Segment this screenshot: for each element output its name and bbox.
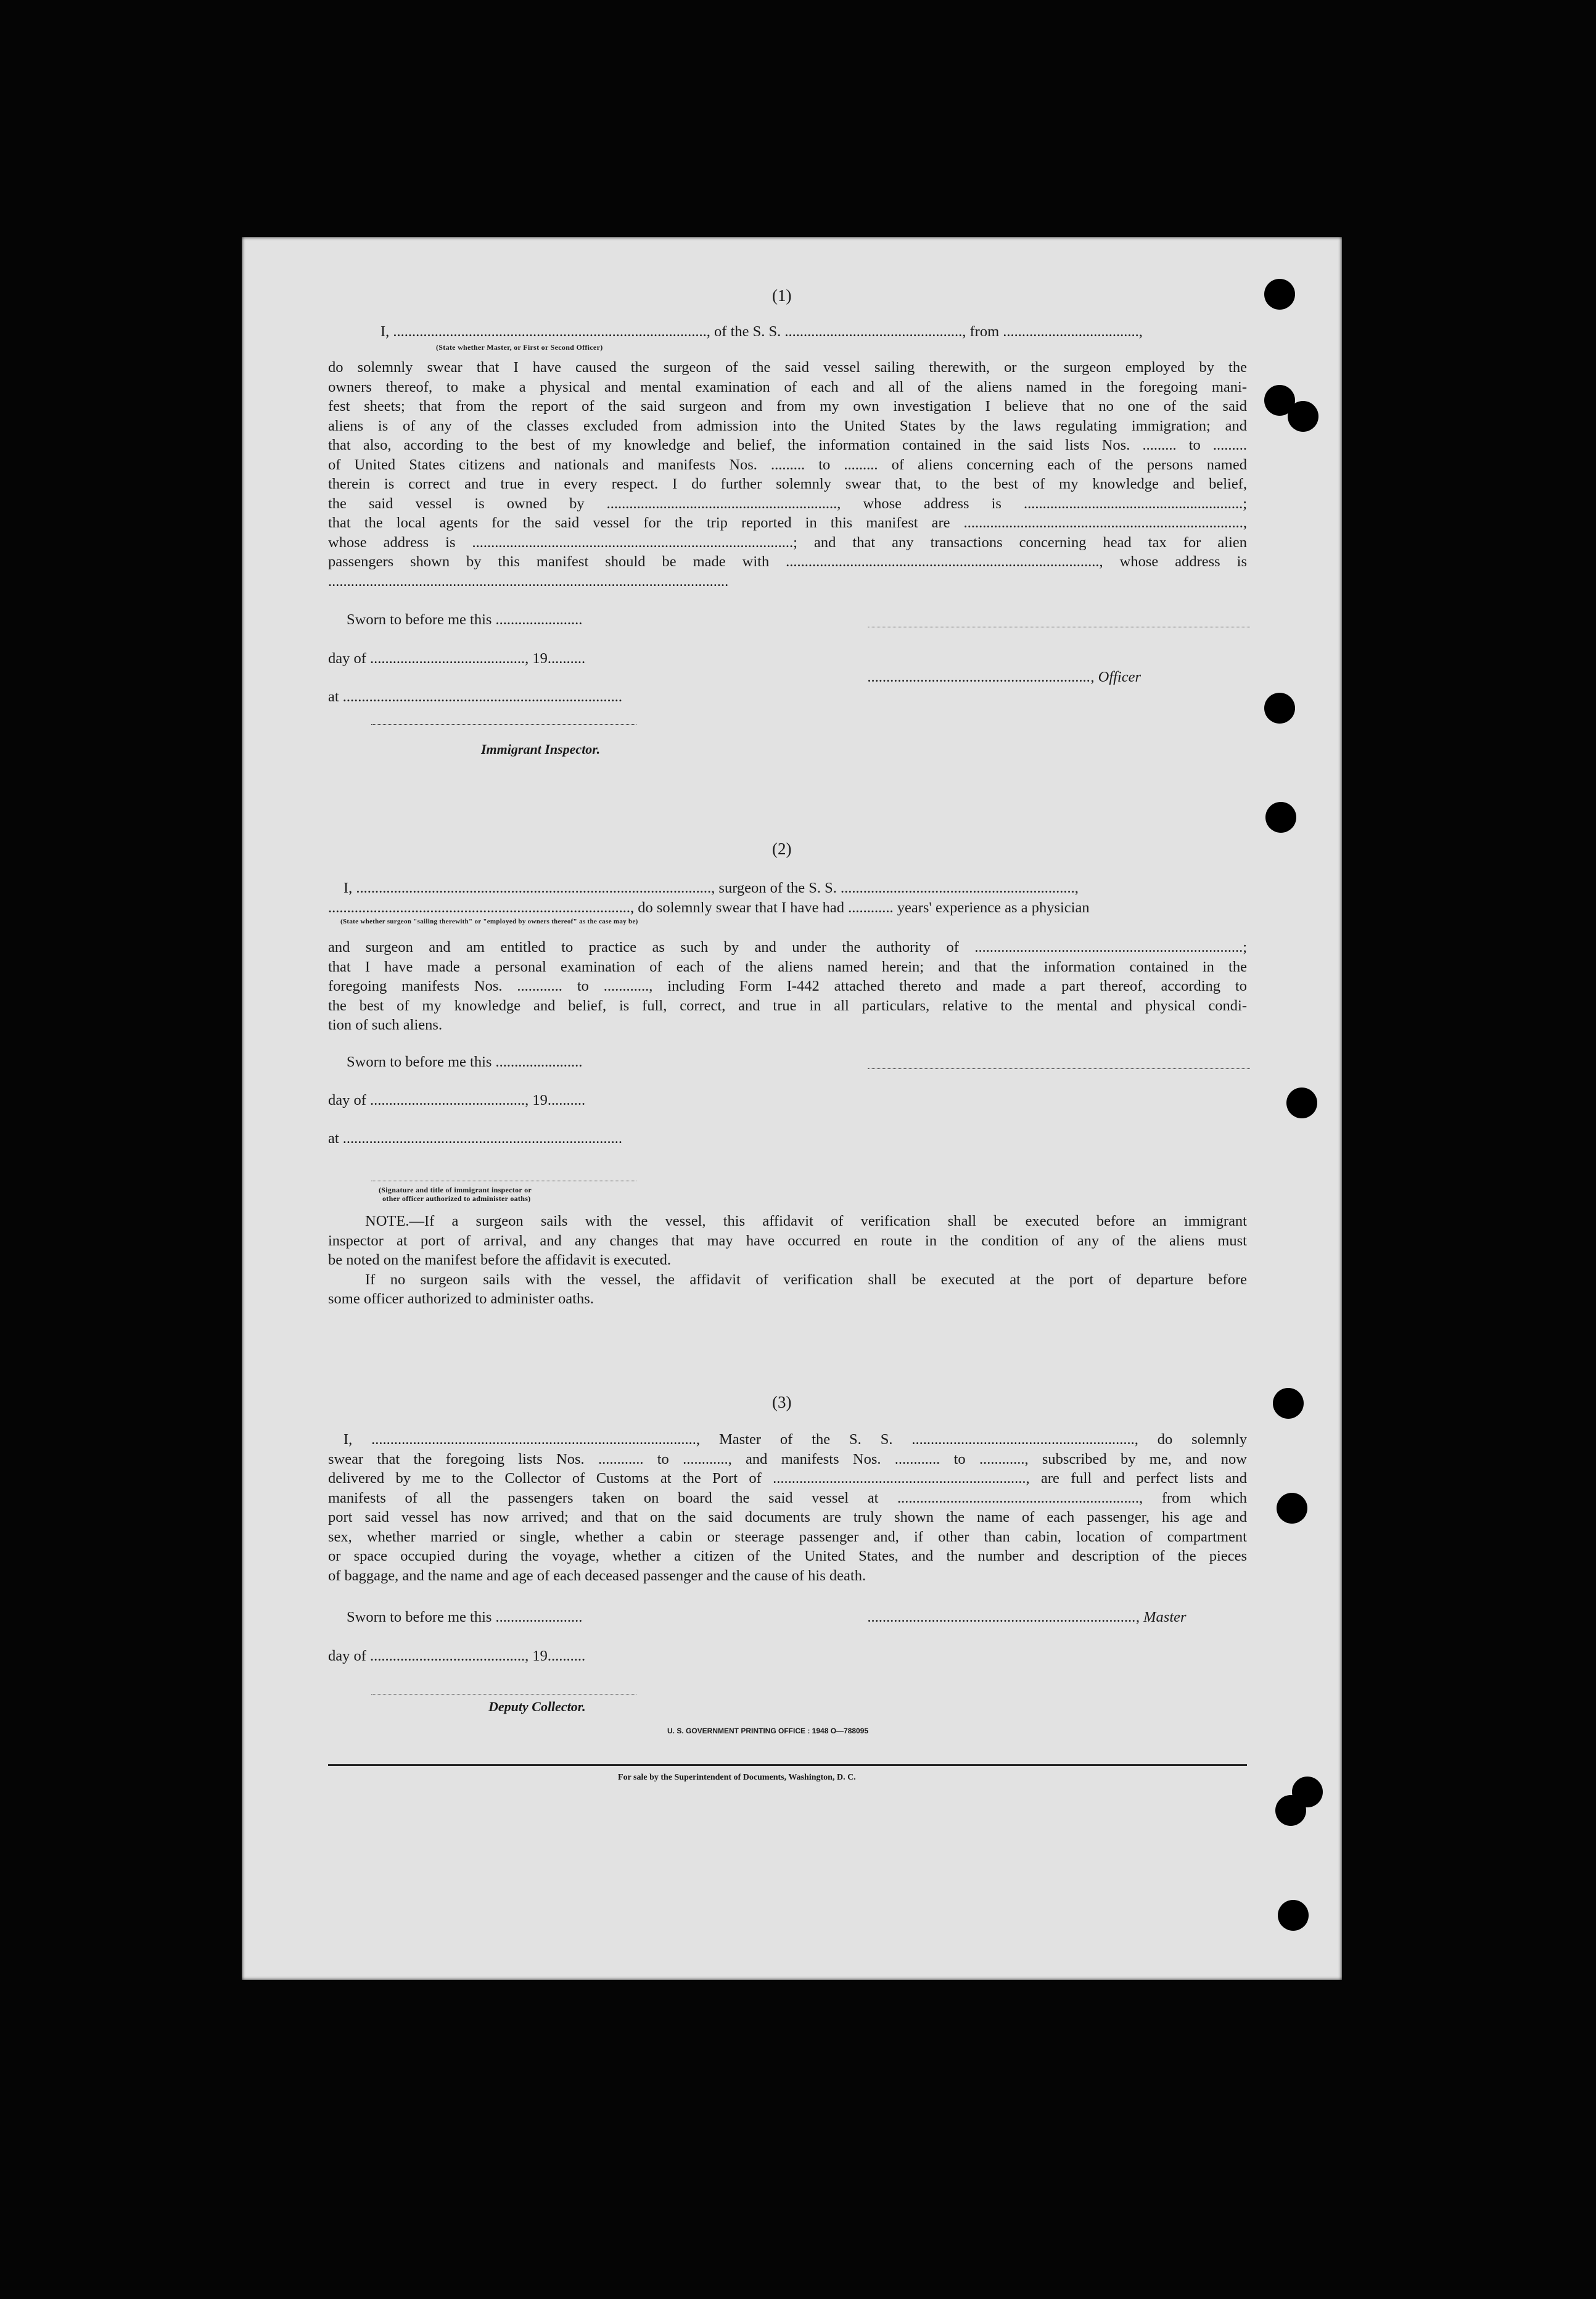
text-line: inspector at port of arrival, and any changes that may have occurred en route in the condition of any of the aliens must [328, 1232, 1247, 1249]
section-2-at: at .......................................................................... [328, 1130, 623, 1147]
section-2-sworn: Sworn to before me this ....................... [347, 1054, 583, 1070]
section-2-heading: (2) [772, 840, 792, 858]
section-2-body [328, 938, 1247, 1035]
text-line: .......................................................................................................... [328, 572, 729, 590]
section-2-surgeon-note: (State whether surgeon "sailing therewith" or "employed by owners thereof" as the case may be) [340, 918, 638, 925]
section-2-day: day of ........................................., 19.......... [328, 1092, 586, 1108]
section-1-at: at .......................................................................... [328, 688, 623, 705]
sale-notice: For sale by the Superintendent of Documents, Washington, D. C. [618, 1773, 856, 1782]
text-line: foregoing manifests Nos. ............ to ............, including Form I-442 attached thereto and made a part thereof, according to [328, 978, 1247, 994]
gpo-imprint: U. S. GOVERNMENT PRINTING OFFICE : 1948 O—788095 [667, 1727, 869, 1735]
section-1-body [328, 358, 1247, 591]
section-1-heading: (1) [772, 286, 792, 305]
note-label: NOTE. [365, 1213, 409, 1229]
section-1-inspector: Immigrant Inspector. [481, 741, 601, 757]
section-1-officer-note: (State whether Master, or First or Second Officer) [436, 343, 603, 352]
form-sheet [242, 237, 1342, 1980]
punch-hole-icon [1286, 1088, 1317, 1118]
punch-hole-icon [1264, 693, 1295, 724]
text-line: some officer authorized to administer oaths. [328, 1290, 594, 1307]
text-line: delivered by me to the Collector of Customs at the Port of ..................................................................., are full and perfect lists and [328, 1470, 1247, 1487]
section-1-day: day of ........................................., 19.......... [328, 650, 586, 667]
section-1-sworn: Sworn to before me this ....................... [347, 611, 583, 628]
text-line: If no surgeon sails with the vessel, the affidavit of verification shall be executed at the port of departure before [365, 1271, 1247, 1288]
text-line: that the local agents for the said vessel for the trip reported in this manifest are .........................................................................., [328, 514, 1247, 531]
text-line: that also, according to the best of my knowledge and belief, the information contained in the said lists Nos. ......... to ......... [328, 437, 1247, 453]
text-line: therein is correct and true in every respect. I do further solemnly swear that, to the best of my knowledge and belief, [328, 476, 1247, 492]
text-line: sex, whether married or single, whether a cabin or steerage passenger and, if other than cabin, location of compartment [328, 1528, 1247, 1545]
text-line: the said vessel is owned by ............................................................., whose address is ..........................................................; [328, 495, 1247, 512]
text-line [328, 1211, 1247, 1231]
text-line: port said vessel has now arrived; and that on the said documents are truly shown the name of each passenger, his age and [328, 1509, 1247, 1525]
section-3-body [328, 1430, 1247, 1585]
text-line: passengers shown by this manifest should be made with ..................................................................................., whose address is [328, 553, 1247, 570]
footer-rule [328, 1764, 1247, 1766]
surgeon-signature-line [868, 1068, 1250, 1069]
punch-hole-icon [1288, 401, 1318, 432]
text-line: manifests of all the passengers taken on board the said vessel at ................................................................, from which [328, 1489, 1247, 1506]
text-line: that I have made a personal examination of each of the aliens named herein; and that the information contained in the [328, 958, 1247, 975]
text-line: the best of my knowledge and belief, is full, correct, and true in all particulars, relative to the mental and physical condi- [328, 997, 1247, 1014]
text-line: be noted on the manifest before the affidavit is executed. [328, 1252, 672, 1268]
punch-hole-icon [1278, 1900, 1309, 1931]
text-line: of United States citizens and nationals and manifests Nos. ......... to ......... of aliens concerning each of the persons named [328, 456, 1247, 473]
text-line: do solemnly swear that I have caused the surgeon of the said vessel sailing therewith, or the surgeon employed by the [328, 359, 1247, 376]
section-2-note [328, 1211, 1247, 1309]
inspector-signature-line [371, 724, 636, 725]
section-3-day: day of ........................................., 19.......... [328, 1648, 586, 1664]
text-line: aliens is of any of the classes excluded from admission into the United States by the laws regulating immigration; and [328, 417, 1247, 434]
text-line: owners thereof, to make a physical and mental examination of each and all of the aliens named in the foregoing mani- [328, 378, 1247, 395]
section-2-sig-note-1: (Signature and title of immigrant inspector or [379, 1186, 532, 1194]
section-3-collector: Deputy Collector. [488, 1699, 586, 1714]
text-line: I, ......................................................................................, Master of the S. S. ..........................................................., do solemnly [343, 1431, 1247, 1448]
text-line: swear that the foregoing lists Nos. ............ to ............, and manifests Nos. ............ to ............, subscribed by me, and now [328, 1450, 1247, 1467]
text-line: of baggage, and the name and age of each deceased passenger and the cause of his death. [328, 1567, 866, 1584]
punch-hole-icon [1277, 1493, 1307, 1524]
note-text: —If a surgeon sails with the vessel, this affidavit of verification shall be executed before an immigrant [409, 1213, 1247, 1229]
section-2-sig-note-2: other officer authorized to administer oaths) [382, 1194, 531, 1203]
section-2-experience-line: ................................................................................, do solemnly swear that I have had ............ years' experience as a physician [328, 899, 1090, 916]
section-1-officer: ..........................................................., Officer [868, 669, 1141, 685]
punch-hole-icon [1264, 279, 1295, 310]
section-1-oath-line: I, ..................................................................................., of the S. S. ..............................................., from ...................................., [380, 323, 1143, 340]
section-2-oath-line: I, .............................................................................................., surgeon of the S. S. .............................................................., [343, 880, 1079, 896]
text-line: and surgeon and am entitled to practice as such by and under the authority of .......................................................................; [328, 939, 1247, 956]
section-3-heading: (3) [772, 1393, 792, 1411]
text-line: whose address is .....................................................................................; and that any transactions concerning head tax for alien [328, 534, 1247, 551]
punch-hole-icon [1265, 802, 1296, 833]
punch-hole-icon [1273, 1388, 1304, 1419]
section-3-sworn: Sworn to before me this ....................... [347, 1609, 583, 1625]
text-line: or space occupied during the voyage, whether a citizen of the United States, and the number and description of the pieces [328, 1548, 1247, 1564]
section-3-master: ......................................................................., Master [868, 1609, 1187, 1625]
text-line: tion of such aliens. [328, 1017, 443, 1033]
text-line: fest sheets; that from the report of the said surgeon and from my own investigation I believe that no one of the said [328, 398, 1247, 415]
punch-hole-icon [1275, 1795, 1306, 1826]
